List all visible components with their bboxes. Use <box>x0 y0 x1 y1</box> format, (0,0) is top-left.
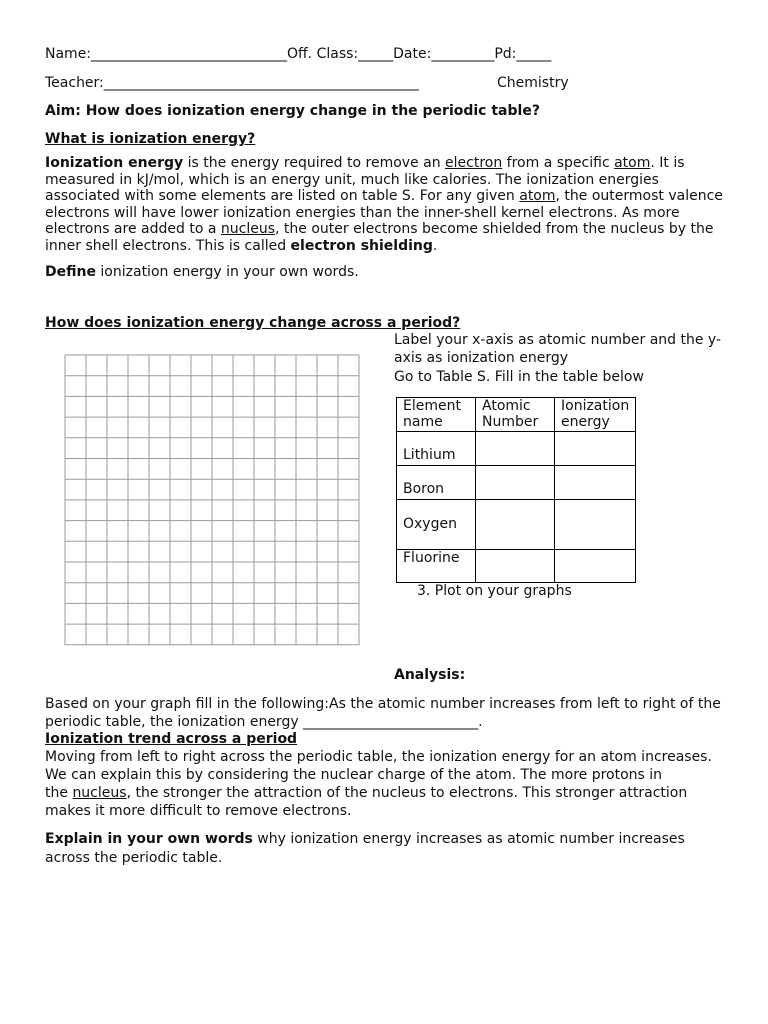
ionization-energy-cell[interactable] <box>555 500 636 550</box>
table-header-row <box>397 398 636 432</box>
header-ionization-energy <box>555 398 636 432</box>
element-cell: Boron <box>397 466 476 500</box>
ionization-energy-cell[interactable] <box>555 466 636 500</box>
trend-heading: Ionization trend across a period <box>45 731 298 747</box>
header-text: energy <box>561 414 610 430</box>
header-text: Atomic <box>482 398 531 414</box>
name-line[interactable]: Name:____________________________Off. Class:_____Date:_________Pd:_____ <box>45 46 552 62</box>
header-element-name <box>397 398 476 432</box>
text: , the outer electrons become shielded from the nucleus by the inner shell electrons. This is called <box>45 221 714 254</box>
instruction-line-3: Go to Table S. Fill in the table below <box>394 369 644 385</box>
text: , the stronger the attraction of the nucleus to electrons. This stronger attraction <box>126 785 688 801</box>
define-text: ionization energy in your own words. <box>95 264 359 280</box>
term-nucleus: nucleus <box>72 785 127 801</box>
explain-bold: Explain in your own words <box>45 831 253 847</box>
define-prompt <box>45 264 359 280</box>
ionization-energy-cell[interactable] <box>555 550 636 583</box>
trend-line-3 <box>45 785 687 801</box>
ionization-definition-paragraph <box>45 155 735 254</box>
define-bold: Define <box>45 264 96 280</box>
header-text: Number <box>482 414 539 430</box>
table-row <box>397 500 636 550</box>
atomic-number-cell[interactable] <box>476 432 555 466</box>
trend-line-2: We can explain this by considering the nuclear charge of the atom. The more protons in <box>45 767 663 783</box>
analysis-heading: Analysis: <box>394 667 466 683</box>
trend-line-4: makes it more difficult to remove electrons. <box>45 803 352 819</box>
header-atomic-number <box>476 398 555 432</box>
section-heading-across-period: How does ionization energy change across a period? <box>45 315 461 331</box>
graph-paper-grid[interactable] <box>64 354 362 646</box>
element-cell: Lithium <box>397 432 476 466</box>
instruction-line-2: axis as ionization energy <box>394 350 569 366</box>
analysis-line-2[interactable]: periodic table, the ionization energy _________________________. <box>45 714 483 730</box>
term-electron: electron <box>445 155 503 171</box>
table-row <box>397 550 636 583</box>
table-row <box>397 432 636 466</box>
term-electron-shielding: electron shielding <box>290 237 433 254</box>
header-text: Element <box>403 398 461 414</box>
text: from a specific <box>502 155 615 171</box>
text: , the outermost valence electrons will have lower ionization energies than the inner-shell kernel electrons. As more electrons are added to a <box>45 188 723 237</box>
term-nucleus: nucleus <box>220 221 275 237</box>
explain-line-2: across the periodic table. <box>45 850 223 866</box>
instruction-line-1: Label your x-axis as atomic number and the y- <box>394 332 722 348</box>
table-row <box>397 466 636 500</box>
trend-line-1: Moving from left to right across the periodic table, the ionization energy for an atom increases. <box>45 749 712 765</box>
explain-prompt <box>45 831 685 847</box>
term-ionization-energy: Ionization energy <box>45 155 184 171</box>
section-heading-what-is: What is ionization energy? <box>45 131 256 147</box>
element-cell: Oxygen <box>397 500 476 550</box>
aim-heading: Aim: How does ionization energy change in the periodic table? <box>45 103 540 119</box>
ionization-data-table <box>396 397 636 583</box>
atomic-number-cell[interactable] <box>476 500 555 550</box>
element-cell: Fluorine <box>397 550 476 583</box>
text: the <box>45 785 73 801</box>
header-text: Ionization <box>561 398 630 414</box>
text: . <box>432 237 438 254</box>
term-atom: atom <box>614 155 651 171</box>
explain-text: why ionization energy increases as atomic number increases <box>252 831 685 847</box>
atomic-number-cell[interactable] <box>476 466 555 500</box>
text: is the energy required to remove an <box>183 155 446 171</box>
subject-label: Chemistry <box>497 75 569 91</box>
analysis-line-1: Based on your graph fill in the following:As the atomic number increases from left to right of the <box>45 696 721 712</box>
teacher-line[interactable]: Teacher:_____________________________________________ <box>45 75 419 91</box>
step-plot-graph: 3. Plot on your graphs <box>417 583 572 599</box>
ionization-energy-cell[interactable] <box>555 432 636 466</box>
text: . It is measured in kJ/mol, which is an energy unit, much like calories. The ionization energies associated with some elements are listed on table S. For any given <box>45 155 685 204</box>
header-text: name <box>403 414 443 430</box>
atomic-number-cell[interactable] <box>476 550 555 583</box>
term-atom: atom <box>519 188 556 204</box>
